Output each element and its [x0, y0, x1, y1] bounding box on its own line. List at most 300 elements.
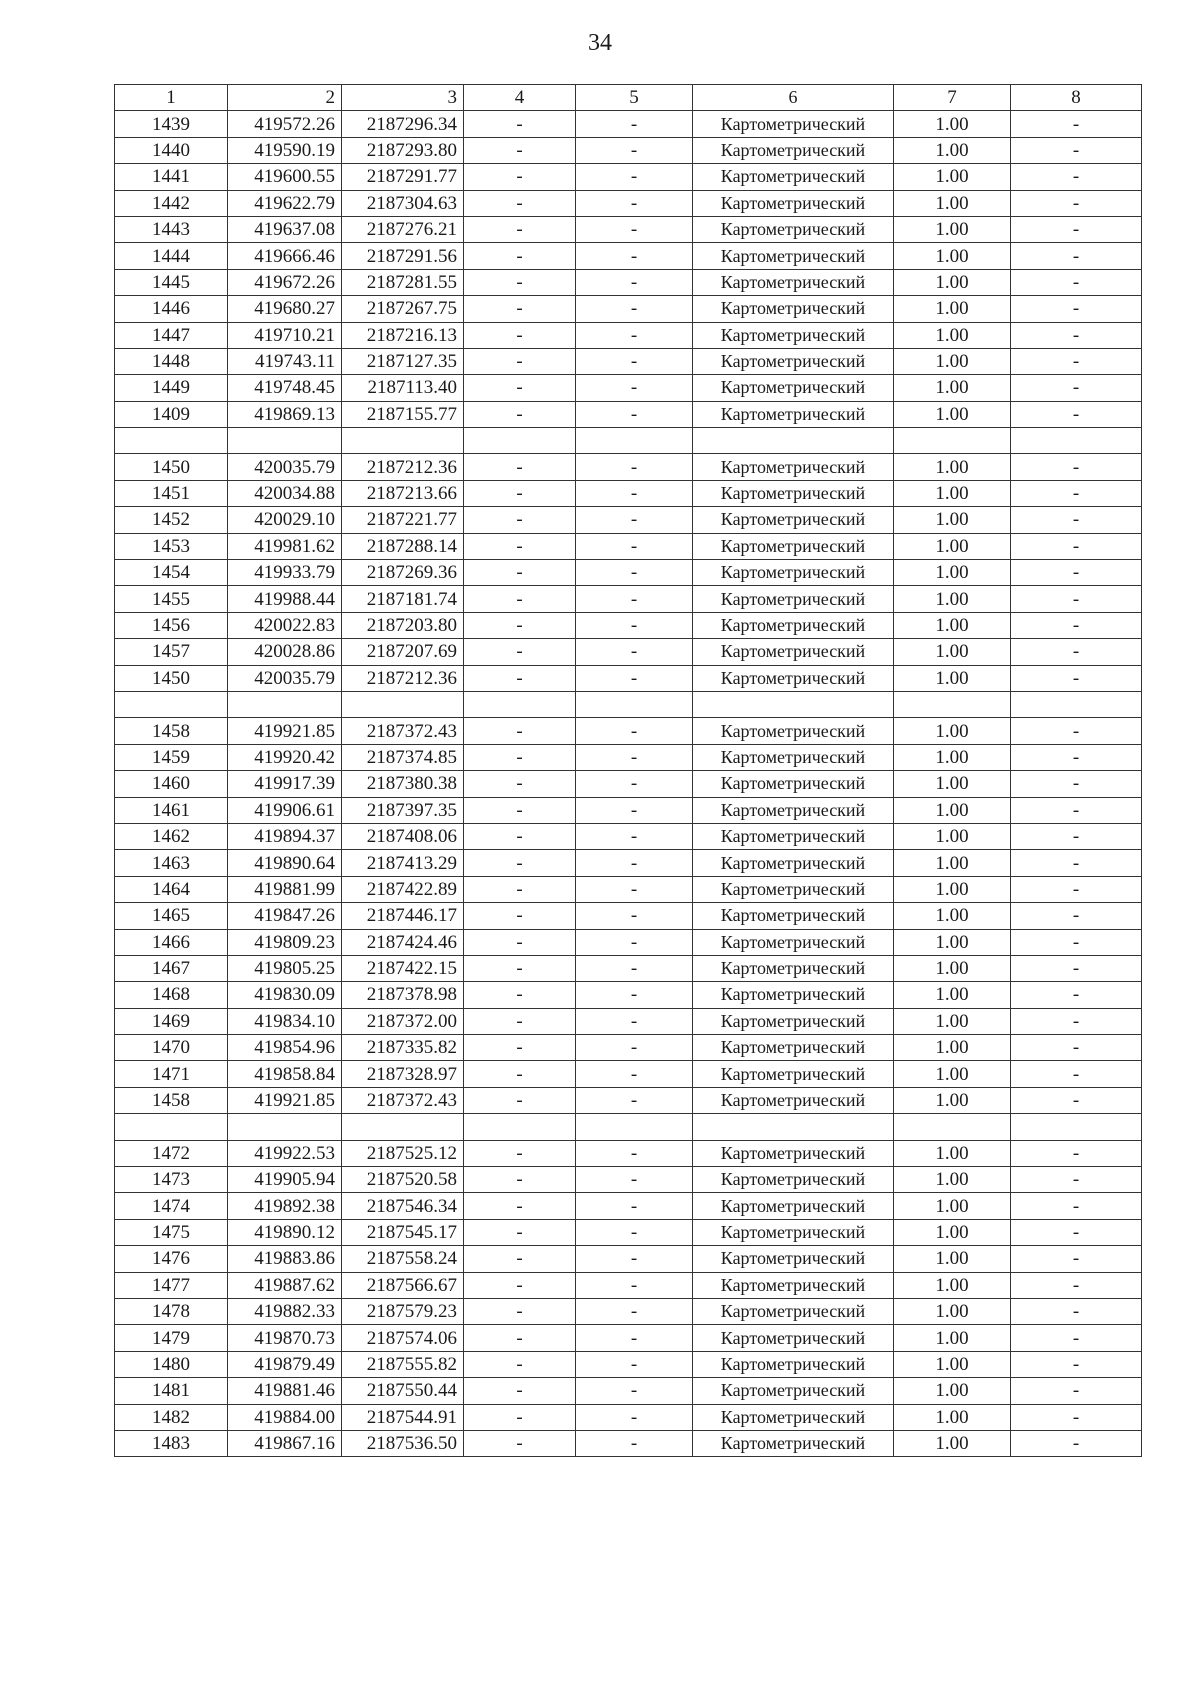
- table-cell: 1.00: [894, 243, 1011, 269]
- table-cell: -: [1011, 1087, 1142, 1113]
- table-cell: -: [464, 955, 576, 981]
- table-cell: 1.00: [894, 1087, 1011, 1113]
- table-cell: -: [576, 243, 693, 269]
- table-cell: 2187566.67: [342, 1272, 464, 1298]
- table-cell: 1471: [115, 1061, 228, 1087]
- table-cell: [894, 428, 1011, 454]
- table-cell: -: [1011, 718, 1142, 744]
- table-cell: 419881.46: [228, 1378, 342, 1404]
- table-row: [115, 1298, 1142, 1324]
- table-cell: 1481: [115, 1378, 228, 1404]
- table-cell: -: [576, 1035, 693, 1061]
- table-cell: 1.00: [894, 744, 1011, 770]
- table-cell: -: [1011, 639, 1142, 665]
- table-cell: Картометрический: [693, 243, 894, 269]
- table-cell: 2187397.35: [342, 797, 464, 823]
- table-row: [115, 639, 1142, 665]
- table-cell: -: [464, 560, 576, 586]
- table-cell: 2187446.17: [342, 903, 464, 929]
- table-cell: [342, 1114, 464, 1140]
- table-cell: [693, 428, 894, 454]
- table-cell: 1.00: [894, 1219, 1011, 1245]
- table-cell: 419887.62: [228, 1272, 342, 1298]
- table-cell: -: [464, 1246, 576, 1272]
- table-cell: -: [576, 982, 693, 1008]
- table-cell: 1441: [115, 164, 228, 190]
- table-cell: -: [464, 1061, 576, 1087]
- table-cell: -: [1011, 1404, 1142, 1430]
- table-cell: -: [1011, 955, 1142, 981]
- table-cell: -: [576, 111, 693, 137]
- table-cell: -: [1011, 1246, 1142, 1272]
- table-cell: -: [576, 1167, 693, 1193]
- table-cell: 2187544.91: [342, 1404, 464, 1430]
- table-cell: -: [464, 586, 576, 612]
- table-cell: -: [576, 797, 693, 823]
- table-cell: 1475: [115, 1219, 228, 1245]
- table-cell: 2187424.46: [342, 929, 464, 955]
- table-cell: -: [576, 771, 693, 797]
- table-cell: -: [464, 1351, 576, 1377]
- table-cell: 1.00: [894, 1167, 1011, 1193]
- table-cell: 419879.49: [228, 1351, 342, 1377]
- table-cell: -: [1011, 1140, 1142, 1166]
- table-cell: -: [576, 137, 693, 163]
- table-cell: 1470: [115, 1035, 228, 1061]
- table-cell: Картометрический: [693, 1087, 894, 1113]
- table-cell: 1.00: [894, 1140, 1011, 1166]
- table-cell: 1462: [115, 823, 228, 849]
- table-cell: 2187216.13: [342, 322, 464, 348]
- table-cell: 420034.88: [228, 480, 342, 506]
- table-row: [115, 375, 1142, 401]
- table-cell: 1476: [115, 1246, 228, 1272]
- table-cell: -: [576, 586, 693, 612]
- table-cell: Картометрический: [693, 1325, 894, 1351]
- table-cell: -: [1011, 586, 1142, 612]
- table-cell: -: [464, 612, 576, 638]
- table-cell: 1.00: [894, 1193, 1011, 1219]
- table-cell: 419666.46: [228, 243, 342, 269]
- table-row: [115, 823, 1142, 849]
- table-cell: [1011, 1114, 1142, 1140]
- table-cell: -: [464, 876, 576, 902]
- table-cell: -: [1011, 797, 1142, 823]
- table-cell: 1.00: [894, 401, 1011, 427]
- table-cell: -: [1011, 876, 1142, 902]
- table-cell: 420035.79: [228, 454, 342, 480]
- table-cell: Картометрический: [693, 744, 894, 770]
- table-cell: -: [576, 955, 693, 981]
- table-cell: -: [464, 1404, 576, 1430]
- table-cell: -: [576, 1246, 693, 1272]
- table-cell: -: [1011, 480, 1142, 506]
- table-cell: -: [464, 401, 576, 427]
- table-cell: 2187203.80: [342, 612, 464, 638]
- table-cell: 1409: [115, 401, 228, 427]
- table-cell: 1445: [115, 269, 228, 295]
- table-cell: -: [1011, 1272, 1142, 1298]
- table-cell: -: [1011, 1193, 1142, 1219]
- table-cell: 2187304.63: [342, 190, 464, 216]
- separator-row: [115, 428, 1142, 454]
- table-cell: 2187181.74: [342, 586, 464, 612]
- table-cell: 1450: [115, 665, 228, 691]
- table-cell: Картометрический: [693, 823, 894, 849]
- table-cell: Картометрический: [693, 612, 894, 638]
- table-cell: 419881.99: [228, 876, 342, 902]
- table-cell: -: [1011, 1035, 1142, 1061]
- table-cell: 2187378.98: [342, 982, 464, 1008]
- table-cell: Картометрический: [693, 348, 894, 374]
- table-cell: -: [464, 137, 576, 163]
- table-cell: 2187408.06: [342, 823, 464, 849]
- table-cell: 1.00: [894, 111, 1011, 137]
- table-cell: -: [1011, 1298, 1142, 1324]
- table-cell: 1466: [115, 929, 228, 955]
- table-cell: 419892.38: [228, 1193, 342, 1219]
- table-cell: -: [464, 507, 576, 533]
- coordinates-table: [114, 84, 1142, 1457]
- table-cell: 1440: [115, 137, 228, 163]
- table-cell: -: [1011, 111, 1142, 137]
- table-row: [115, 137, 1142, 163]
- table-cell: 1.00: [894, 955, 1011, 981]
- table-cell: Картометрический: [693, 375, 894, 401]
- table-cell: 1.00: [894, 190, 1011, 216]
- table-cell: Картометрический: [693, 639, 894, 665]
- table-cell: 2187288.14: [342, 533, 464, 559]
- table-cell: Картометрический: [693, 797, 894, 823]
- table-cell: Картометрический: [693, 401, 894, 427]
- table-cell: -: [1011, 375, 1142, 401]
- table-cell: [693, 1114, 894, 1140]
- table-cell: Картометрический: [693, 665, 894, 691]
- table-cell: [894, 1114, 1011, 1140]
- table-cell: Картометрический: [693, 1404, 894, 1430]
- table-cell: Картометрический: [693, 1140, 894, 1166]
- table-cell: -: [464, 216, 576, 242]
- table-cell: -: [464, 1193, 576, 1219]
- table-cell: 419917.39: [228, 771, 342, 797]
- table-cell: 419672.26: [228, 269, 342, 295]
- table-cell: 1.00: [894, 771, 1011, 797]
- table-row: [115, 480, 1142, 506]
- table-cell: 420022.83: [228, 612, 342, 638]
- table-row: [115, 876, 1142, 902]
- table-cell: -: [576, 216, 693, 242]
- table-cell: 419890.12: [228, 1219, 342, 1245]
- table-body: [115, 85, 1142, 1457]
- table-cell: [1011, 428, 1142, 454]
- table-row: [115, 1325, 1142, 1351]
- table-cell: 1.00: [894, 876, 1011, 902]
- table-row: [115, 507, 1142, 533]
- table-cell: 1.00: [894, 1430, 1011, 1456]
- table-cell: 1444: [115, 243, 228, 269]
- table-cell: -: [1011, 1325, 1142, 1351]
- table-row: [115, 164, 1142, 190]
- table-cell: -: [576, 1193, 693, 1219]
- table-cell: -: [576, 1351, 693, 1377]
- table-cell: -: [464, 454, 576, 480]
- table-cell: 2187579.23: [342, 1298, 464, 1324]
- table-cell: -: [1011, 744, 1142, 770]
- table-cell: 1456: [115, 612, 228, 638]
- table-cell: 1.00: [894, 1404, 1011, 1430]
- table-cell: 2187328.97: [342, 1061, 464, 1087]
- table-cell: [228, 428, 342, 454]
- table-cell: 1455: [115, 586, 228, 612]
- table-cell: 1450: [115, 454, 228, 480]
- table-cell: 1453: [115, 533, 228, 559]
- table-cell: -: [1011, 665, 1142, 691]
- table-cell: -: [1011, 1219, 1142, 1245]
- table-cell: 1.00: [894, 1298, 1011, 1324]
- table-cell: -: [576, 348, 693, 374]
- table-cell: 1478: [115, 1298, 228, 1324]
- table-cell: -: [1011, 507, 1142, 533]
- table-cell: -: [576, 322, 693, 348]
- table-cell: -: [576, 507, 693, 533]
- table-cell: Картометрический: [693, 296, 894, 322]
- table-cell: 1457: [115, 639, 228, 665]
- table-cell: Картометрический: [693, 137, 894, 163]
- table-row: [115, 111, 1142, 137]
- table-cell: -: [464, 823, 576, 849]
- table-cell: 419809.23: [228, 929, 342, 955]
- table-cell: -: [1011, 348, 1142, 374]
- table-cell: 1.00: [894, 1272, 1011, 1298]
- table-cell: 419637.08: [228, 216, 342, 242]
- table-cell: -: [1011, 243, 1142, 269]
- table-cell: 419906.61: [228, 797, 342, 823]
- table-cell: Картометрический: [693, 718, 894, 744]
- table-cell: [115, 428, 228, 454]
- table-cell: -: [1011, 982, 1142, 1008]
- table-cell: 2187291.77: [342, 164, 464, 190]
- table-cell: -: [576, 454, 693, 480]
- table-cell: 419600.55: [228, 164, 342, 190]
- table-row: [115, 190, 1142, 216]
- table-cell: -: [576, 1140, 693, 1166]
- table-cell: -: [1011, 612, 1142, 638]
- table-cell: -: [576, 744, 693, 770]
- table-cell: 1449: [115, 375, 228, 401]
- table-cell: -: [464, 1430, 576, 1456]
- table-cell: 1461: [115, 797, 228, 823]
- table-cell: -: [576, 1061, 693, 1087]
- table-cell: 419572.26: [228, 111, 342, 137]
- table-cell: -: [576, 190, 693, 216]
- table-cell: 2187545.17: [342, 1219, 464, 1245]
- table-cell: -: [464, 533, 576, 559]
- table-cell: Картометрический: [693, 533, 894, 559]
- table-cell: 1452: [115, 507, 228, 533]
- table-cell: -: [464, 771, 576, 797]
- table-cell: -: [464, 269, 576, 295]
- table-cell: Картометрический: [693, 454, 894, 480]
- table-cell: -: [1011, 1167, 1142, 1193]
- table-cell: 1468: [115, 982, 228, 1008]
- table-cell: -: [576, 1087, 693, 1113]
- table-cell: 419920.42: [228, 744, 342, 770]
- table-cell: -: [1011, 216, 1142, 242]
- table-cell: -: [1011, 1008, 1142, 1034]
- table-cell: 1458: [115, 1087, 228, 1113]
- table-row: [115, 744, 1142, 770]
- table-cell: 2187293.80: [342, 137, 464, 163]
- table-cell: -: [576, 1298, 693, 1324]
- table-cell: -: [576, 1272, 693, 1298]
- table-cell: [464, 691, 576, 717]
- table-cell: 2187558.24: [342, 1246, 464, 1272]
- table-cell: 2187212.36: [342, 454, 464, 480]
- table-cell: -: [576, 876, 693, 902]
- table-cell: 2187550.44: [342, 1378, 464, 1404]
- table-cell: Картометрический: [693, 164, 894, 190]
- table-cell: 2187296.34: [342, 111, 464, 137]
- table-cell: [576, 691, 693, 717]
- table-cell: 419933.79: [228, 560, 342, 586]
- column-header: 1: [115, 85, 228, 111]
- table-cell: 1472: [115, 1140, 228, 1166]
- table-cell: 2187207.69: [342, 639, 464, 665]
- table-row: [115, 1246, 1142, 1272]
- table-cell: -: [576, 1404, 693, 1430]
- table-row: [115, 1351, 1142, 1377]
- table-row: [115, 586, 1142, 612]
- table-cell: -: [576, 375, 693, 401]
- table-cell: 419894.37: [228, 823, 342, 849]
- table-cell: 1.00: [894, 586, 1011, 612]
- table-cell: 1446: [115, 296, 228, 322]
- table-cell: -: [464, 322, 576, 348]
- table-cell: -: [464, 1298, 576, 1324]
- table-cell: -: [464, 744, 576, 770]
- page-number: 34: [588, 30, 612, 56]
- table-row: [115, 1378, 1142, 1404]
- column-header: 2: [228, 85, 342, 111]
- table-cell: -: [576, 639, 693, 665]
- table-cell: 1.00: [894, 1035, 1011, 1061]
- table-cell: 1443: [115, 216, 228, 242]
- table-cell: -: [1011, 269, 1142, 295]
- table-cell: Картометрический: [693, 1008, 894, 1034]
- table-cell: -: [464, 718, 576, 744]
- table-cell: 1.00: [894, 1008, 1011, 1034]
- table-cell: 2187113.40: [342, 375, 464, 401]
- table-cell: -: [576, 296, 693, 322]
- table-row: [115, 1430, 1142, 1456]
- table-cell: 2187221.77: [342, 507, 464, 533]
- table-cell: -: [464, 164, 576, 190]
- table-cell: 1.00: [894, 480, 1011, 506]
- table-cell: 419981.62: [228, 533, 342, 559]
- table-cell: 1.00: [894, 375, 1011, 401]
- table-cell: Картометрический: [693, 1272, 894, 1298]
- table-cell: -: [1011, 929, 1142, 955]
- table-cell: 419867.16: [228, 1430, 342, 1456]
- table-cell: 2187422.89: [342, 876, 464, 902]
- table-cell: 1482: [115, 1404, 228, 1430]
- table-cell: 2187212.36: [342, 665, 464, 691]
- table-cell: -: [1011, 164, 1142, 190]
- table-cell: 1.00: [894, 797, 1011, 823]
- table-cell: 419883.86: [228, 1246, 342, 1272]
- table-cell: Картометрический: [693, 903, 894, 929]
- table-cell: -: [464, 1219, 576, 1245]
- table-cell: -: [576, 560, 693, 586]
- table-cell: Картометрический: [693, 480, 894, 506]
- table-cell: 2187413.29: [342, 850, 464, 876]
- table-cell: 419884.00: [228, 1404, 342, 1430]
- table-cell: 419710.21: [228, 322, 342, 348]
- table-cell: 1474: [115, 1193, 228, 1219]
- table-cell: [576, 1114, 693, 1140]
- table-cell: -: [1011, 454, 1142, 480]
- table-cell: -: [576, 929, 693, 955]
- table-cell: Картометрический: [693, 955, 894, 981]
- table-cell: 1.00: [894, 1325, 1011, 1351]
- column-header: 8: [1011, 85, 1142, 111]
- table-cell: 1483: [115, 1430, 228, 1456]
- table-cell: 1448: [115, 348, 228, 374]
- table-cell: 2187155.77: [342, 401, 464, 427]
- table-cell: -: [1011, 771, 1142, 797]
- table-cell: 419921.85: [228, 718, 342, 744]
- table-cell: 1.00: [894, 137, 1011, 163]
- table-cell: -: [464, 1140, 576, 1166]
- table-cell: 1465: [115, 903, 228, 929]
- table-row: [115, 322, 1142, 348]
- table-cell: Картометрический: [693, 1061, 894, 1087]
- table-cell: Картометрический: [693, 560, 894, 586]
- table-cell: Картометрический: [693, 507, 894, 533]
- table-row: [115, 955, 1142, 981]
- table-cell: 1454: [115, 560, 228, 586]
- table-row: [115, 1008, 1142, 1034]
- table-row: [115, 612, 1142, 638]
- table-cell: Картометрический: [693, 1298, 894, 1324]
- table-cell: -: [464, 665, 576, 691]
- table-cell: Картометрический: [693, 771, 894, 797]
- column-header: 7: [894, 85, 1011, 111]
- table-cell: -: [464, 850, 576, 876]
- table-cell: 1.00: [894, 533, 1011, 559]
- table-cell: 2187372.43: [342, 718, 464, 744]
- table-cell: Картометрический: [693, 190, 894, 216]
- table-row: [115, 401, 1142, 427]
- table-cell: 419622.79: [228, 190, 342, 216]
- table-row: [115, 929, 1142, 955]
- table-cell: 1.00: [894, 216, 1011, 242]
- table-cell: 419847.26: [228, 903, 342, 929]
- table-cell: 2187525.12: [342, 1140, 464, 1166]
- table-cell: -: [1011, 401, 1142, 427]
- table-cell: 1.00: [894, 612, 1011, 638]
- table-cell: 2187380.38: [342, 771, 464, 797]
- column-header: 4: [464, 85, 576, 111]
- table-cell: 2187267.75: [342, 296, 464, 322]
- table-cell: 2187555.82: [342, 1351, 464, 1377]
- table-cell: 1451: [115, 480, 228, 506]
- table-cell: 1.00: [894, 903, 1011, 929]
- table-cell: 1460: [115, 771, 228, 797]
- table-cell: Картометрический: [693, 1219, 894, 1245]
- table-cell: 419921.85: [228, 1087, 342, 1113]
- table-cell: Картометрический: [693, 111, 894, 137]
